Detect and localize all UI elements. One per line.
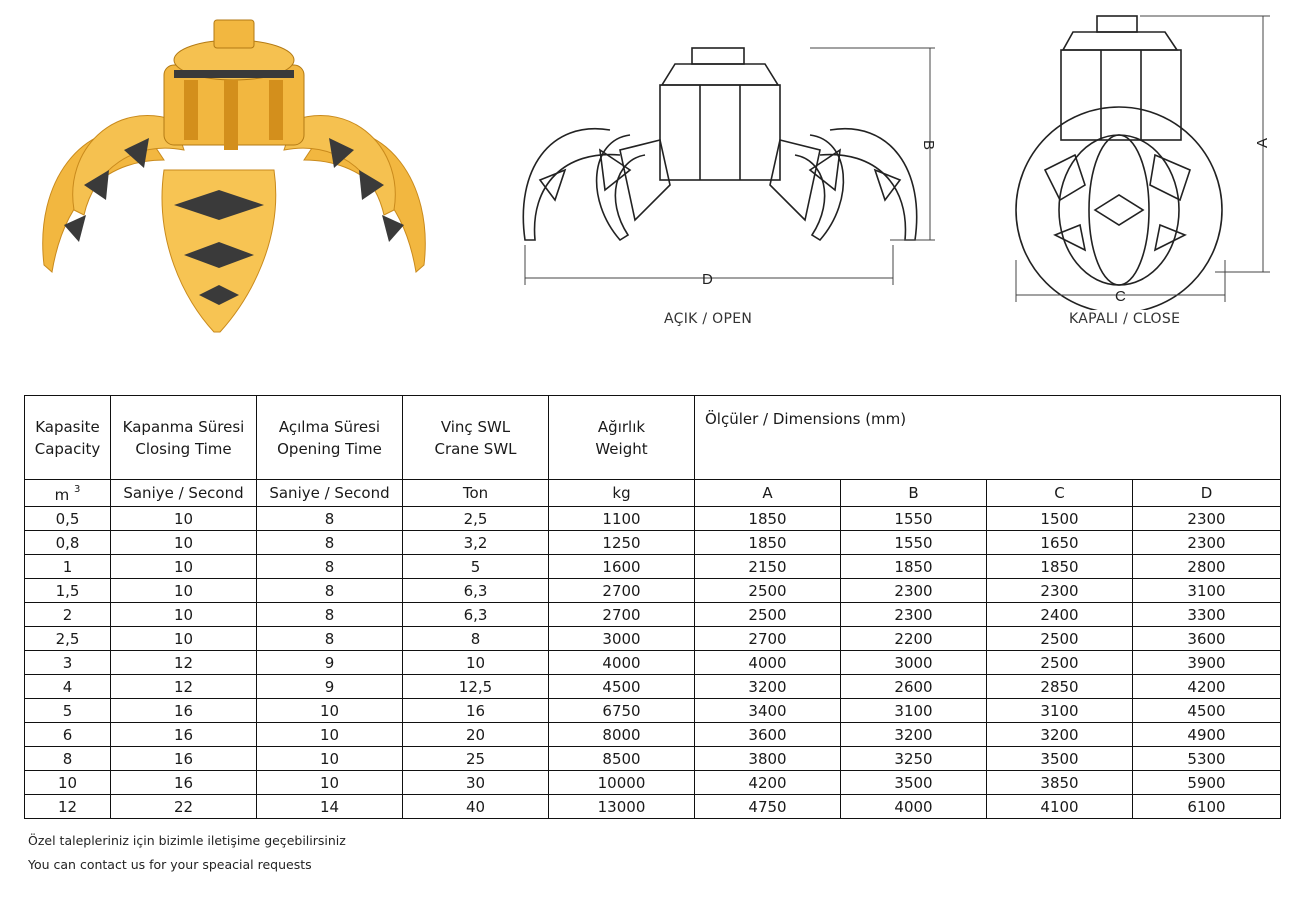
cell-weight: 8500 (549, 747, 695, 771)
cell-dim-a: 3600 (695, 723, 841, 747)
cell-dim-a: 2500 (695, 579, 841, 603)
unit-dim-b: B (841, 480, 987, 507)
note-english: You can contact us for your speacial requests (28, 857, 312, 872)
cell-dim-b: 2300 (841, 579, 987, 603)
cell-dim-a: 4750 (695, 795, 841, 819)
cell-closing-time: 12 (111, 675, 257, 699)
dim-label-d: D (702, 271, 713, 288)
cell-closing-time: 22 (111, 795, 257, 819)
cell-opening-time: 9 (257, 651, 403, 675)
cell-opening-time: 10 (257, 699, 403, 723)
table-row (25, 771, 1281, 795)
cell-capacity: 5 (25, 699, 111, 723)
cell-closing-time: 10 (111, 555, 257, 579)
table-row (25, 651, 1281, 675)
cell-crane-swl: 3,2 (403, 531, 549, 555)
cell-closing-time: 10 (111, 627, 257, 651)
cell-dim-a: 3400 (695, 699, 841, 723)
unit-capacity: m $^3$ (25, 480, 111, 507)
cell-capacity: 2 (25, 603, 111, 627)
closed-grab-drawing (1005, 10, 1295, 310)
table-row (25, 579, 1281, 603)
cell-closing-time: 12 (111, 651, 257, 675)
cell-crane-swl: 6,3 (403, 579, 549, 603)
table-row (25, 675, 1281, 699)
table-body (25, 507, 1281, 819)
cell-dim-b: 3250 (841, 747, 987, 771)
cell-weight: 1250 (549, 531, 695, 555)
cell-closing-time: 16 (111, 699, 257, 723)
cell-weight: 4000 (549, 651, 695, 675)
cell-closing-time: 16 (111, 771, 257, 795)
cell-dim-d: 4500 (1133, 699, 1281, 723)
close-caption: KAPALI / CLOSE (1069, 311, 1181, 327)
cell-crane-swl: 5 (403, 555, 549, 579)
cell-dim-d: 4200 (1133, 675, 1281, 699)
header-dimensions: Ölçüler / Dimensions (mm) (695, 396, 1281, 480)
table-row (25, 507, 1281, 531)
cell-dim-b: 3200 (841, 723, 987, 747)
cell-dim-c: 2400 (987, 603, 1133, 627)
unit-crane: Ton (403, 480, 549, 507)
cell-weight: 1600 (549, 555, 695, 579)
cell-capacity: 2,5 (25, 627, 111, 651)
cell-dim-c: 3200 (987, 723, 1133, 747)
cell-dim-b: 2600 (841, 675, 987, 699)
unit-closing: Saniye / Second (111, 480, 257, 507)
cell-dim-b: 2200 (841, 627, 987, 651)
cell-opening-time: 10 (257, 723, 403, 747)
cell-dim-c: 1650 (987, 531, 1133, 555)
cell-opening-time: 8 (257, 507, 403, 531)
header-weight: Ağırlık Weight (549, 396, 695, 480)
cell-dim-d: 5900 (1133, 771, 1281, 795)
cell-closing-time: 10 (111, 531, 257, 555)
cell-weight: 2700 (549, 603, 695, 627)
cell-weight: 4500 (549, 675, 695, 699)
dim-label-a: A (1254, 137, 1271, 148)
header-crane-swl: Vinç SWL Crane SWL (403, 396, 549, 480)
table-row (25, 699, 1281, 723)
cell-capacity: 12 (25, 795, 111, 819)
cell-opening-time: 10 (257, 771, 403, 795)
cell-opening-time: 10 (257, 747, 403, 771)
unit-weight: kg (549, 480, 695, 507)
cell-dim-a: 2500 (695, 603, 841, 627)
cell-dim-d: 3600 (1133, 627, 1281, 651)
cell-weight: 10000 (549, 771, 695, 795)
cell-closing-time: 10 (111, 507, 257, 531)
cell-weight: 2700 (549, 579, 695, 603)
table-row (25, 723, 1281, 747)
table-row (25, 555, 1281, 579)
cell-crane-swl: 2,5 (403, 507, 549, 531)
cell-opening-time: 9 (257, 675, 403, 699)
cell-crane-swl: 6,3 (403, 603, 549, 627)
cell-opening-time: 8 (257, 627, 403, 651)
cell-dim-c: 2300 (987, 579, 1133, 603)
unit-dim-d: D (1133, 480, 1281, 507)
open-grab-drawing (510, 40, 950, 300)
cell-opening-time: 8 (257, 579, 403, 603)
cell-crane-swl: 16 (403, 699, 549, 723)
header-closing-time: Kapanma Süresi Closing Time (111, 396, 257, 480)
cell-dim-a: 1850 (695, 507, 841, 531)
cell-weight: 8000 (549, 723, 695, 747)
dim-label-b: B (920, 140, 937, 151)
cell-capacity: 8 (25, 747, 111, 771)
cell-dim-b: 4000 (841, 795, 987, 819)
cell-dim-d: 4900 (1133, 723, 1281, 747)
unit-dim-a: A (695, 480, 841, 507)
cell-dim-a: 3200 (695, 675, 841, 699)
cell-crane-swl: 30 (403, 771, 549, 795)
cell-dim-c: 2500 (987, 627, 1133, 651)
header-capacity: Kapasite Capacity (25, 396, 111, 480)
cell-dim-c: 1500 (987, 507, 1133, 531)
table-row (25, 795, 1281, 819)
cell-opening-time: 8 (257, 555, 403, 579)
grab-head (164, 20, 304, 150)
cell-opening-time: 14 (257, 795, 403, 819)
cell-dim-b: 3500 (841, 771, 987, 795)
header-row (25, 396, 1281, 480)
cell-dim-a: 3800 (695, 747, 841, 771)
cell-capacity: 4 (25, 675, 111, 699)
cell-dim-a: 2150 (695, 555, 841, 579)
cell-dim-d: 2300 (1133, 531, 1281, 555)
cell-dim-c: 4100 (987, 795, 1133, 819)
cell-dim-b: 3000 (841, 651, 987, 675)
cell-dim-c: 3100 (987, 699, 1133, 723)
cell-closing-time: 16 (111, 747, 257, 771)
cell-capacity: 10 (25, 771, 111, 795)
cell-weight: 13000 (549, 795, 695, 819)
cell-dim-d: 3100 (1133, 579, 1281, 603)
cell-crane-swl: 25 (403, 747, 549, 771)
cell-dim-a: 1850 (695, 531, 841, 555)
cell-crane-swl: 10 (403, 651, 549, 675)
cell-dim-d: 5300 (1133, 747, 1281, 771)
cell-dim-b: 1550 (841, 507, 987, 531)
cell-dim-c: 3500 (987, 747, 1133, 771)
cell-capacity: 6 (25, 723, 111, 747)
orange-peel-grab-photo-icon (24, 10, 444, 340)
cell-dim-c: 3850 (987, 771, 1133, 795)
cell-capacity: 0,5 (25, 507, 111, 531)
table-row (25, 603, 1281, 627)
cell-dim-b: 3100 (841, 699, 987, 723)
cell-dim-d: 2800 (1133, 555, 1281, 579)
table-row (25, 531, 1281, 555)
cell-capacity: 1,5 (25, 579, 111, 603)
cell-dim-d: 3900 (1133, 651, 1281, 675)
cell-opening-time: 8 (257, 603, 403, 627)
cell-dim-d: 2300 (1133, 507, 1281, 531)
note-turkish: Özel talepleriniz için bizimle iletişime geçebilirsiniz (28, 833, 346, 848)
cell-weight: 3000 (549, 627, 695, 651)
cell-crane-swl: 20 (403, 723, 549, 747)
cell-dim-c: 2500 (987, 651, 1133, 675)
specification-table (24, 395, 1281, 819)
cell-dim-a: 2700 (695, 627, 841, 651)
cell-dim-b: 2300 (841, 603, 987, 627)
cell-crane-swl: 40 (403, 795, 549, 819)
cell-weight: 1100 (549, 507, 695, 531)
unit-opening: Saniye / Second (257, 480, 403, 507)
cell-closing-time: 16 (111, 723, 257, 747)
cell-crane-swl: 12,5 (403, 675, 549, 699)
cell-capacity: 0,8 (25, 531, 111, 555)
unit-dim-c: C (987, 480, 1133, 507)
header-opening-time: Açılma Süresi Opening Time (257, 396, 403, 480)
cell-closing-time: 10 (111, 603, 257, 627)
cell-opening-time: 8 (257, 531, 403, 555)
open-caption: AÇIK / OPEN (664, 311, 753, 327)
cell-dim-a: 4000 (695, 651, 841, 675)
cell-weight: 6750 (549, 699, 695, 723)
table-row (25, 627, 1281, 651)
cell-dim-b: 1550 (841, 531, 987, 555)
cell-capacity: 3 (25, 651, 111, 675)
cell-capacity: 1 (25, 555, 111, 579)
cell-closing-time: 10 (111, 579, 257, 603)
cell-dim-d: 6100 (1133, 795, 1281, 819)
table-row (25, 747, 1281, 771)
cell-dim-a: 4200 (695, 771, 841, 795)
cell-dim-c: 1850 (987, 555, 1133, 579)
cell-crane-swl: 8 (403, 627, 549, 651)
cell-dim-c: 2850 (987, 675, 1133, 699)
cell-dim-d: 3300 (1133, 603, 1281, 627)
cell-dim-b: 1850 (841, 555, 987, 579)
units-row (25, 480, 1281, 507)
dim-label-c: C (1115, 288, 1126, 305)
